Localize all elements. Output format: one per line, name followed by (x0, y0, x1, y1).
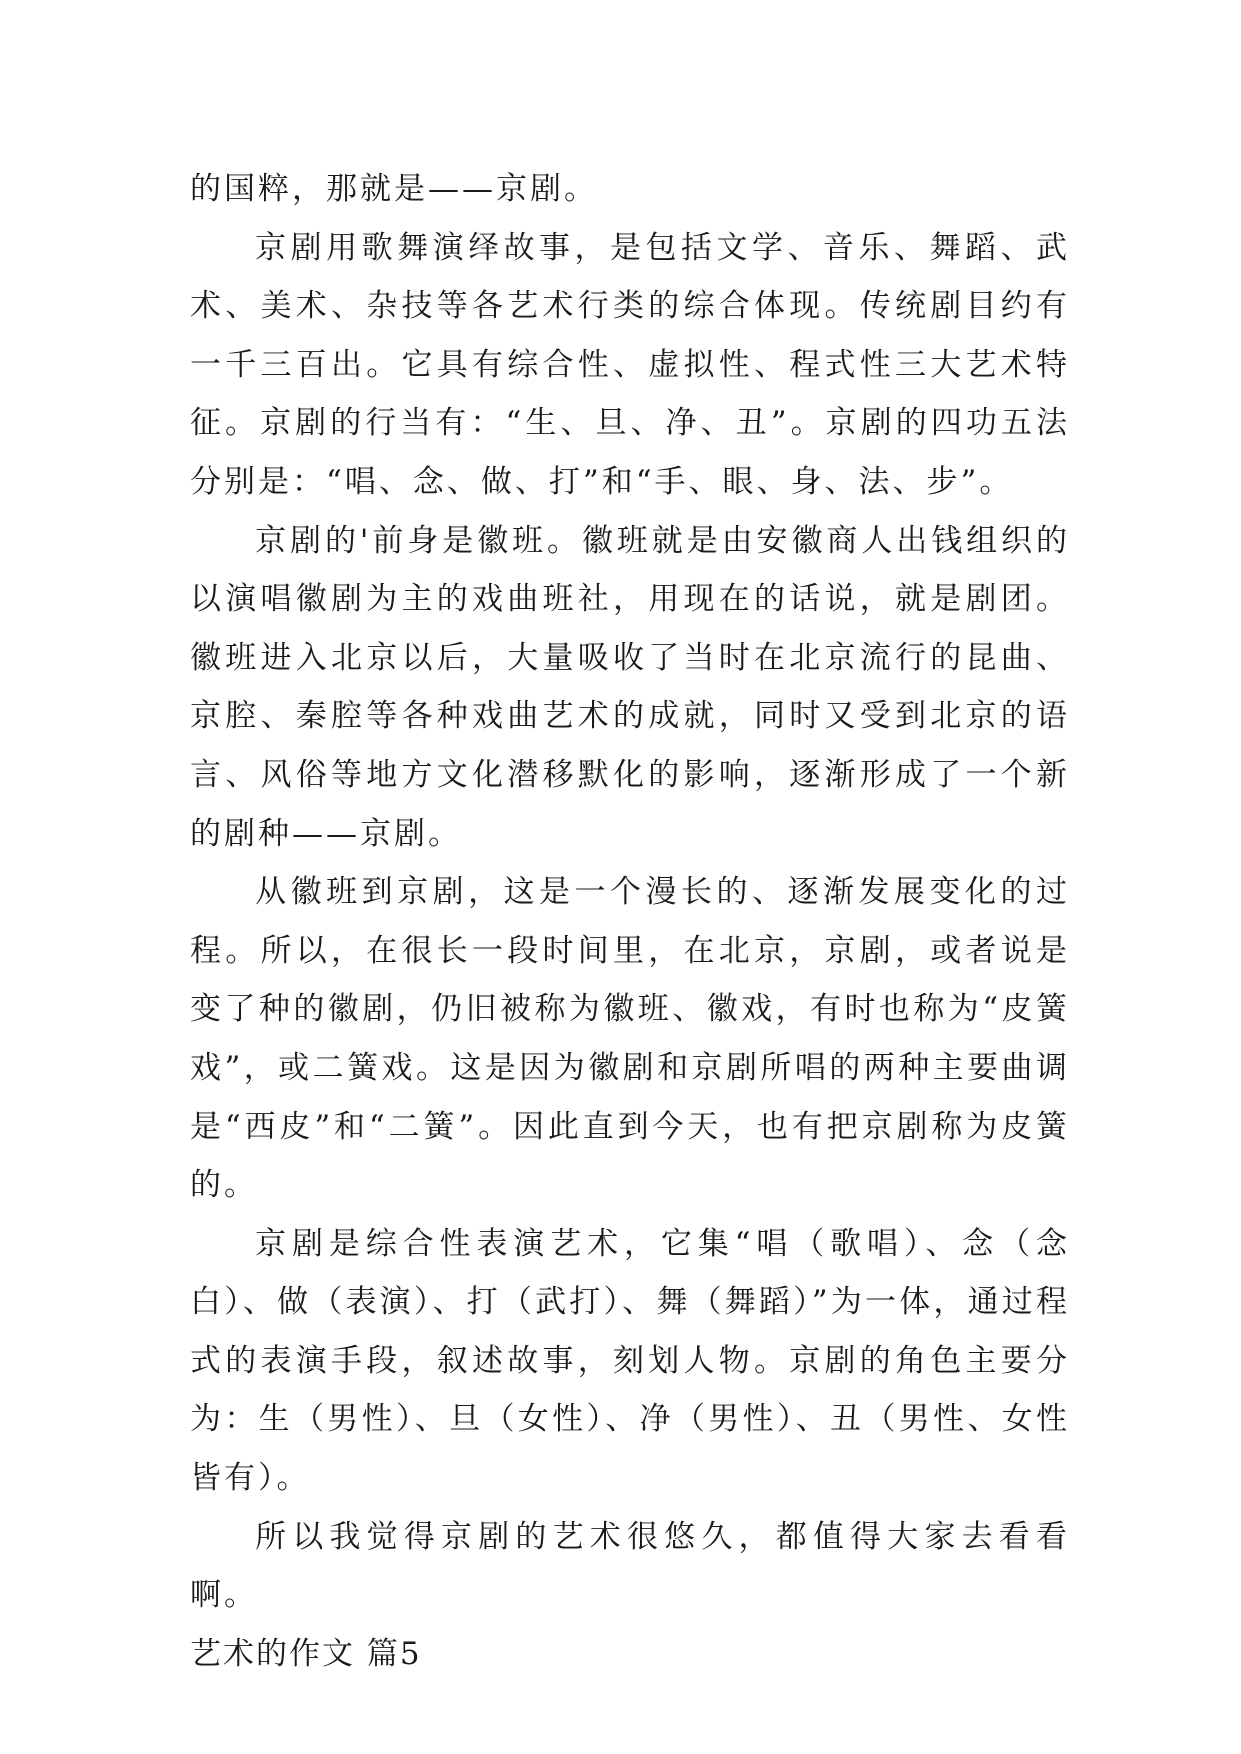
document-page (190, 160, 1070, 1683)
paragraph-conclusion: 所以我觉得京剧的艺术很悠久，都值得大家去看看啊。 (190, 1518, 1070, 1614)
paragraph-performance-art: 京剧是综合性表演艺术，它集“唱（歌唱）、念（念白）、做（表演）、打（武打）、舞（舞蹈）”为一体，通过程式的表演手段，叙述故事，刻划人物。京剧的角色主要分为：生（男性）、旦（女性）、净（男性）、丑（男性、女性皆有）。 (190, 1225, 1070, 1497)
section-heading: 艺术的作文 篇5 (190, 1635, 422, 1672)
paragraph-peking-opera-intro: 京剧用歌舞演绎故事，是包括文学、音乐、舞蹈、武术、美术、杂技等各艺术行类的综合体现。传统剧目约有一千三百出。它具有综合性、虚拟性、程式性三大艺术特征。京剧的行当有：“生、旦、净、丑”。京剧的四功五法分别是：“唱、念、做、打”和“手、眼、身、法、步”。 (190, 229, 1070, 500)
paragraph-hui-troupe: 京剧的'前身是徽班。徽班就是由安徽商人出钱组织的以演唱徽剧为主的戏曲班社，用现在的话说，就是剧团。徽班进入北京以后，大量吸收了当时在北京流行的昆曲、京腔、秦腔等各种戏曲艺术的成就，同时又受到北京的语言、风俗等地方文化潜移默化的影响，逐渐形成了一个新的剧种——京剧。 (190, 522, 1070, 852)
paragraph-continuation: 的国粹，那就是——京剧。 (190, 171, 598, 207)
paragraph-development: 从徽班到京剧，这是一个漫长的、逐渐发展变化的过程。所以，在很长一段时间里，在北京，京剧，或者说是变了种的徽剧，仍旧被称为徽班、徽戏，有时也称为“皮簧戏”，或二簧戏。这是因为徽剧和京剧所唱的两种主要曲调是“西皮”和“二簧”。因此直到今天，也有把京剧称为皮簧的。 (190, 874, 1070, 1204)
